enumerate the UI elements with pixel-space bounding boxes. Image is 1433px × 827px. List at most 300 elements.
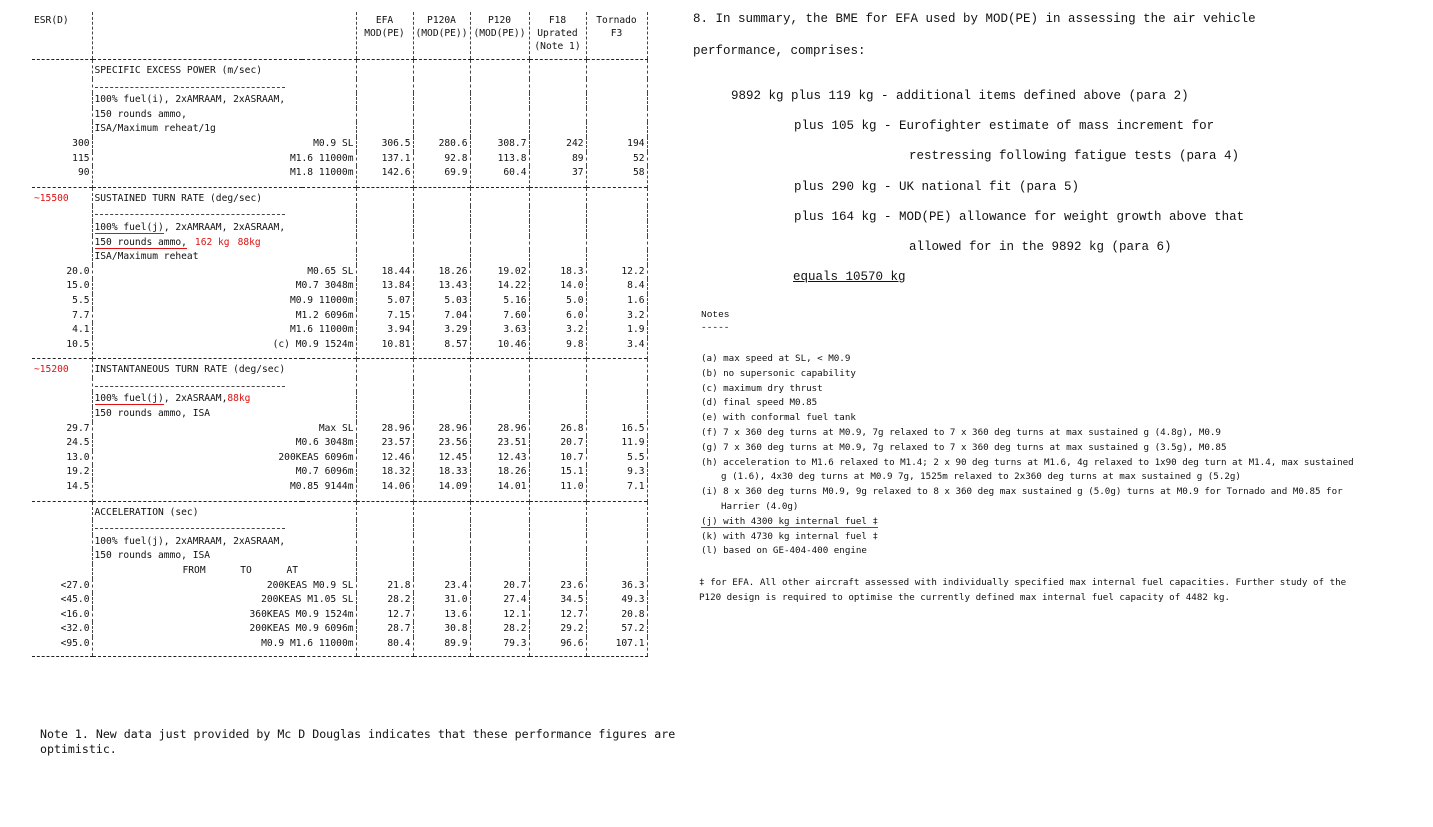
- performance-table: [32, 12, 647, 657]
- section-rule-line: [95, 79, 285, 88]
- table-cell: [356, 187, 413, 206]
- value-cell: 28.96: [356, 422, 413, 437]
- condition-line: 100% fuel(i), 2xAMRAAM, 2xASRAAM,: [94, 94, 286, 106]
- column-header-line: (Note 1): [534, 41, 581, 52]
- condition-row: [32, 250, 647, 265]
- table-cell: [586, 108, 647, 123]
- table-cell: [529, 535, 586, 550]
- summary-total: equals 10570 kg: [793, 270, 906, 284]
- value-cell: 137.1: [356, 152, 413, 167]
- table-cell: [356, 564, 413, 579]
- value-cell: 52: [586, 152, 647, 167]
- row-condition: M1.6 11000m: [92, 323, 356, 338]
- value-cell: 20.7: [529, 436, 586, 451]
- table-cell: [470, 187, 529, 206]
- table-cell: [529, 60, 586, 79]
- row-condition: (c) M0.9 1524m: [92, 338, 356, 359]
- note-item: (l) based on GE-404-400 engine: [701, 545, 867, 557]
- value-cell: 5.07: [356, 294, 413, 309]
- table-cell: [529, 93, 586, 108]
- note-item: (c) maximum dry thrust: [701, 382, 823, 394]
- row-condition: M0.9 11000m: [92, 294, 356, 309]
- value-cell: 18.44: [356, 265, 413, 280]
- table-row: [32, 309, 647, 324]
- table-cell: [413, 108, 470, 123]
- value-cell: 20.7: [470, 579, 529, 594]
- value-cell: 306.5: [356, 137, 413, 152]
- note-1: Note 1. New data just provided by Mc D Douglas indicates that these performance figures are optimistic.: [40, 727, 676, 756]
- value-cell: 3.63: [470, 323, 529, 338]
- note-item: (i) 8 x 360 deg turns M0.9, 9g relaxed to 8 x 360 deg max sustained g (5.0g) turns at M0.9 for Tornado and M0.85 for: [701, 486, 1343, 498]
- esr-value: 7.7: [72, 309, 90, 321]
- table-cell: [413, 501, 470, 520]
- value-cell: 23.6: [529, 579, 586, 594]
- row-condition: Max SL: [92, 422, 356, 437]
- section-rule-row: [32, 79, 647, 94]
- condition-text: [92, 108, 356, 123]
- condition-row: [32, 392, 647, 407]
- table-row: [32, 323, 647, 338]
- header-spacer: [92, 12, 356, 60]
- section-rule-line: [95, 520, 285, 529]
- note-item: (e) with conformal fuel tank: [701, 412, 856, 424]
- table-cell: [529, 108, 586, 123]
- table-row: [32, 152, 647, 167]
- table-cell: [470, 221, 529, 236]
- value-cell: 36.3: [586, 579, 647, 594]
- condition-text: [92, 549, 356, 564]
- value-cell: 12.43: [470, 451, 529, 466]
- esr-value: 24.5: [66, 437, 90, 449]
- section-rule-row: [32, 206, 647, 221]
- condition-text: [92, 122, 356, 137]
- value-cell: 14.06: [356, 480, 413, 501]
- value-cell: 1.9: [586, 323, 647, 338]
- value-cell: 308.7: [470, 137, 529, 152]
- column-header: [529, 12, 586, 60]
- row-condition: M1.2 6096m: [92, 309, 356, 324]
- value-cell: 14.09: [413, 480, 470, 501]
- mass-annotation: 88kg: [237, 236, 261, 248]
- condition-line: ISA/Maximum reheat: [94, 251, 199, 263]
- table-cell: [413, 60, 470, 79]
- value-cell: 10.81: [356, 338, 413, 359]
- table-row: [32, 637, 647, 656]
- condition-text: [92, 407, 356, 422]
- table-cell: [32, 108, 92, 123]
- condition-row: [32, 407, 647, 422]
- table-cell: [413, 250, 470, 265]
- value-cell: 13.84: [356, 279, 413, 294]
- condition-line: 150 rounds ammo,: [94, 236, 187, 248]
- esr-value: 29.7: [66, 422, 90, 434]
- table-cell: [32, 221, 92, 236]
- section-rule: [92, 520, 356, 535]
- table-cell: [470, 564, 529, 579]
- note-item: (d) final speed M0.85: [701, 397, 818, 409]
- value-cell: 194: [586, 137, 647, 152]
- value-cell: 89: [529, 152, 586, 167]
- table-cell: [356, 93, 413, 108]
- table-cell: [413, 236, 470, 251]
- table-cell: [586, 236, 647, 251]
- footnote-line: ‡ for EFA. All other aircraft assessed with individually specified max internal fuel capacities. Further study of the: [699, 577, 1347, 588]
- value-cell: 13.43: [413, 279, 470, 294]
- value-cell: 28.96: [470, 422, 529, 437]
- table-cell: [470, 122, 529, 137]
- table-cell: [586, 221, 647, 236]
- table-cell: [32, 236, 92, 251]
- table-row: [32, 279, 647, 294]
- value-cell: 8.57: [413, 338, 470, 359]
- table-cell: [529, 359, 586, 378]
- section-rule-line: [95, 206, 285, 215]
- esr-target: [32, 60, 92, 79]
- table-cell: [413, 93, 470, 108]
- notes-rule: -----: [701, 322, 730, 333]
- table-cell: [356, 378, 413, 393]
- value-cell: 18.32: [356, 465, 413, 480]
- table-cell: [586, 187, 647, 206]
- table-row: [32, 436, 647, 451]
- table-cell: [529, 187, 586, 206]
- table-cell: [356, 250, 413, 265]
- table-cell: [356, 236, 413, 251]
- value-cell: 14.0: [529, 279, 586, 294]
- value-cell: 7.04: [413, 309, 470, 324]
- fuel-highlight: 100% fuel(j): [94, 393, 164, 405]
- table-cell: [356, 407, 413, 422]
- value-cell: 280.6: [413, 137, 470, 152]
- table-cell: [470, 407, 529, 422]
- table-cell: [529, 564, 586, 579]
- performance-table-panel: [32, 12, 647, 657]
- value-cell: 142.6: [356, 166, 413, 187]
- value-cell: 5.0: [529, 294, 586, 309]
- table-row: [32, 137, 647, 152]
- value-cell: 7.1: [586, 480, 647, 501]
- value-cell: 11.0: [529, 480, 586, 501]
- value-cell: 28.2: [470, 622, 529, 637]
- table-cell: [356, 108, 413, 123]
- table-row: [32, 294, 647, 309]
- column-header: [413, 12, 470, 60]
- table-cell: [32, 564, 92, 579]
- esr-value: <95.0: [32, 637, 92, 656]
- value-cell: 8.4: [586, 279, 647, 294]
- table-cell: [586, 564, 647, 579]
- table-cell: [32, 392, 92, 407]
- summary-line-1: 9892 kg plus 119 kg - additional items defined above (para 2): [731, 89, 1189, 103]
- table-cell: [470, 520, 529, 535]
- value-cell: 69.9: [413, 166, 470, 187]
- table-cell: [529, 79, 586, 94]
- table-cell: [413, 407, 470, 422]
- table-cell: [32, 520, 92, 535]
- value-cell: 26.8: [529, 422, 586, 437]
- value-cell: 13.6: [413, 608, 470, 623]
- table-cell: [413, 221, 470, 236]
- table-cell: [413, 206, 470, 221]
- section-rule: [92, 378, 356, 393]
- value-cell: 18.33: [413, 465, 470, 480]
- table-cell: [356, 392, 413, 407]
- value-cell: 12.7: [529, 608, 586, 623]
- column-header: [470, 12, 529, 60]
- table-cell: [529, 501, 586, 520]
- esr-target: ~15200: [32, 359, 92, 378]
- table-cell: [529, 407, 586, 422]
- column-header-line: P120: [487, 15, 512, 26]
- value-cell: 5.03: [413, 294, 470, 309]
- value-cell: 23.56: [413, 436, 470, 451]
- value-cell: 7.15: [356, 309, 413, 324]
- column-header-line: F18: [548, 15, 567, 26]
- condition-rest: , 2xAMRAAM, 2xASRAAM,: [163, 221, 286, 233]
- column-header-line: EFA: [375, 15, 394, 26]
- value-cell: 3.2: [529, 323, 586, 338]
- table-cell: [586, 79, 647, 94]
- row-condition: M0.6 3048m: [92, 436, 356, 451]
- table-cell: [529, 549, 586, 564]
- table-cell: [413, 549, 470, 564]
- row-condition: M0.9 M1.6 11000m: [92, 637, 356, 656]
- value-cell: 5.16: [470, 294, 529, 309]
- value-cell: 21.8: [356, 579, 413, 594]
- value-cell: 9.3: [586, 465, 647, 480]
- summary-line-2: plus 105 kg - Eurofighter estimate of mass increment for: [794, 119, 1215, 133]
- column-header-line: (MOD(PE)): [473, 28, 526, 39]
- column-header-line: P120A: [427, 15, 456, 26]
- esr-value: 300: [72, 137, 90, 149]
- table-cell: [586, 535, 647, 550]
- table-header-row: [32, 12, 647, 60]
- section-title-row: [32, 187, 647, 206]
- condition-line: 100% fuel(j), 2xAMRAAM, 2xASRAAM,: [94, 535, 286, 547]
- summary-paragraph: 8. In summary, the BME for EFA used by MOD(PE) in assessing the air vehicle: [693, 12, 1256, 26]
- condition-text: [92, 221, 356, 236]
- value-cell: 113.8: [470, 152, 529, 167]
- condition-text: [92, 392, 356, 407]
- column-header: [356, 12, 413, 60]
- mass-annotation: 88kg: [227, 393, 251, 405]
- esr-value: <16.0: [60, 608, 90, 620]
- value-cell: 49.3: [586, 593, 647, 608]
- value-cell: 1.6: [586, 294, 647, 309]
- table-cell: [586, 501, 647, 520]
- value-cell: 30.8: [413, 622, 470, 637]
- table-cell: [356, 359, 413, 378]
- section-rule: [92, 206, 356, 221]
- table-cell: [356, 206, 413, 221]
- table-row: [32, 451, 647, 466]
- section-rule-row: [32, 520, 647, 535]
- value-cell: 5.5: [586, 451, 647, 466]
- table-cell: [586, 520, 647, 535]
- table-cell: [586, 250, 647, 265]
- value-cell: 79.3: [470, 637, 529, 656]
- value-cell: 3.2: [586, 309, 647, 324]
- esr-value: 90: [77, 167, 90, 179]
- summary-line-5: plus 164 kg - MOD(PE) allowance for weight growth above that: [794, 210, 1245, 224]
- condition-line: [95, 393, 228, 405]
- value-cell: 96.6: [529, 637, 586, 656]
- table-row: [32, 265, 647, 280]
- sub-header-row: [32, 564, 647, 579]
- table-cell: [356, 79, 413, 94]
- row-condition: M1.6 11000m: [92, 152, 356, 167]
- value-cell: 19.02: [470, 265, 529, 280]
- table-cell: [470, 392, 529, 407]
- section-rule: [92, 79, 356, 94]
- row-condition: 200KEAS 6096m: [92, 451, 356, 466]
- value-cell: 57.2: [586, 622, 647, 637]
- esr-value: 14.5: [66, 481, 90, 493]
- value-cell: 27.4: [470, 593, 529, 608]
- value-cell: 31.0: [413, 593, 470, 608]
- condition-row: [32, 122, 647, 137]
- table-cell: [470, 93, 529, 108]
- value-cell: 12.1: [470, 608, 529, 623]
- table-cell: [470, 250, 529, 265]
- section-title: ACCELERATION (sec): [92, 501, 356, 520]
- mass-annotation: 162 kg: [194, 236, 230, 248]
- table-row: [32, 622, 647, 637]
- column-header-line: F3: [610, 28, 623, 39]
- table-row: [32, 422, 647, 437]
- note-item-highlight: (j) with 4300 kg internal fuel ‡: [701, 515, 879, 527]
- esr-value: 10.5: [66, 338, 90, 350]
- section-title: SPECIFIC EXCESS POWER (m/sec): [92, 60, 356, 79]
- note-item: (h) acceleration to M1.6 relaxed to M1.4; 2 x 90 deg turns at M1.6, 4g relaxed to 1x90 deg turn at M1.4, max sustained: [701, 456, 1354, 468]
- value-cell: 28.2: [356, 593, 413, 608]
- value-cell: 3.29: [413, 323, 470, 338]
- table-cell: [32, 549, 92, 564]
- note-item: g (1.6), 4x30 deg turns at M0.9 7g, 1525m relaxed to 2x360 deg turns at max sustained g (5.2g): [721, 471, 1241, 483]
- value-cell: 18.3: [529, 265, 586, 280]
- table-cell: [529, 236, 586, 251]
- condition-row: [32, 93, 647, 108]
- table-cell: [529, 221, 586, 236]
- condition-text: [92, 236, 356, 251]
- row-condition: M0.7 6096m: [92, 465, 356, 480]
- table-cell: [586, 392, 647, 407]
- value-cell: 12.45: [413, 451, 470, 466]
- condition-text: [92, 250, 356, 265]
- value-cell: 37: [529, 166, 586, 187]
- value-cell: 9.8: [529, 338, 586, 359]
- value-cell: 6.0: [529, 309, 586, 324]
- note-item: [701, 515, 1391, 530]
- condition-text: [92, 93, 356, 108]
- esr-value: 5.5: [72, 294, 90, 306]
- row-condition: 200KEAS M0.9 SL: [92, 579, 356, 594]
- table-cell: [586, 122, 647, 137]
- condition-line: 150 rounds ammo,: [94, 108, 187, 120]
- note-item: Harrier (4.0g): [721, 500, 799, 512]
- table-cell: [413, 564, 470, 579]
- section-title-row: [32, 501, 647, 520]
- section-rule-line: [95, 378, 285, 387]
- esr-target: [32, 501, 92, 520]
- table-cell: [413, 79, 470, 94]
- value-cell: 12.7: [356, 608, 413, 623]
- row-condition: 200KEAS M1.05 SL: [92, 593, 356, 608]
- table-cell: [470, 359, 529, 378]
- table-cell: [586, 206, 647, 221]
- summary-line-3: restressing following fatigue tests (para 4): [909, 149, 1240, 163]
- condition-row: [32, 236, 647, 251]
- esr-value: 115: [72, 152, 90, 164]
- table-cell: [32, 535, 92, 550]
- table-cell: [413, 122, 470, 137]
- table-row: [32, 338, 647, 359]
- condition-row: [32, 549, 647, 564]
- esr-value: <45.0: [60, 594, 90, 606]
- row-condition: 200KEAS M0.9 6096m: [92, 622, 356, 637]
- condition-rest: , 2xASRAAM,: [163, 393, 228, 405]
- note-item: (a) max speed at SL, < M0.9: [701, 353, 851, 364]
- table-cell: [529, 378, 586, 393]
- value-cell: 28.96: [413, 422, 470, 437]
- column-header-line: Tornado: [596, 15, 637, 26]
- table-cell: [356, 221, 413, 236]
- table-cell: [32, 206, 92, 221]
- table-cell: [470, 535, 529, 550]
- table-cell: [413, 187, 470, 206]
- table-cell: [529, 250, 586, 265]
- table-cell: [356, 520, 413, 535]
- row-condition: M0.9 SL: [92, 137, 356, 152]
- row-condition: 360KEAS M0.9 1524m: [92, 608, 356, 623]
- esr-value: <32.0: [60, 623, 90, 635]
- section-title: INSTANTANEOUS TURN RATE (deg/sec): [92, 359, 356, 378]
- table-cell: [356, 549, 413, 564]
- table-cell: [470, 108, 529, 123]
- section-title-row: [32, 60, 647, 79]
- footnote: [699, 576, 1399, 606]
- note-item: (k) with 4730 kg internal fuel ‡: [701, 530, 879, 542]
- table-cell: [586, 60, 647, 79]
- value-cell: 11.9: [586, 436, 647, 451]
- summary-line-4: plus 290 kg - UK national fit (para 5): [794, 180, 1080, 194]
- condition-line: [95, 222, 286, 234]
- footnote-line: P120 design is required to optimise the currently defined max internal fuel capacity of 4482 kg.: [699, 591, 1231, 603]
- value-cell: 12.46: [356, 451, 413, 466]
- section-title: SUSTAINED TURN RATE (deg/sec): [92, 187, 356, 206]
- table-cell: [529, 122, 586, 137]
- value-cell: 3.4: [586, 338, 647, 359]
- summary-line-6: allowed for in the 9892 kg (para 6): [909, 240, 1172, 254]
- table-row: [32, 593, 647, 608]
- value-cell: 23.4: [413, 579, 470, 594]
- column-header-line: MOD(PE): [364, 28, 405, 39]
- table-cell: [529, 206, 586, 221]
- table-cell: [32, 122, 92, 137]
- row-condition: M0.65 SL: [92, 265, 356, 280]
- table-cell: [586, 549, 647, 564]
- condition-row: [32, 221, 647, 236]
- table-cell: [529, 520, 586, 535]
- esr-header: ESR(D): [32, 12, 92, 60]
- table-cell: [470, 79, 529, 94]
- value-cell: 34.5: [529, 593, 586, 608]
- notes-title: Notes: [701, 309, 730, 320]
- table-row: [32, 608, 647, 623]
- table-cell: [529, 392, 586, 407]
- value-cell: 7.60: [470, 309, 529, 324]
- sub-header: FROM TO AT: [92, 564, 356, 579]
